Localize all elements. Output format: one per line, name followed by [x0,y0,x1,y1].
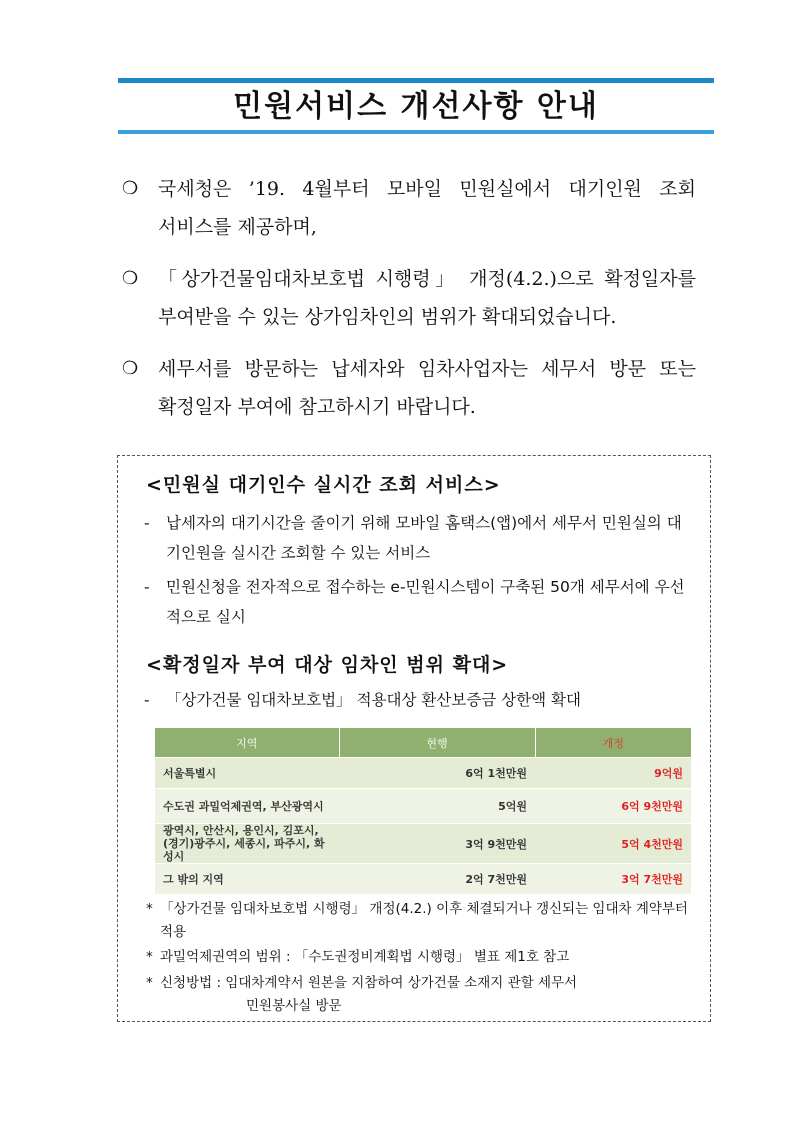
asterisk-marker: * [146,975,153,991]
title-bottom-rule [118,130,714,134]
footnote [146,946,700,969]
cell-current: 3억 9천만원 [339,824,535,864]
cell-revised: 9억원 [535,758,691,789]
table-header-row [155,728,691,758]
list-item-text: 납세자의 대기시간을 줄이기 위해 모바일 홈택스(앱)에서 세무서 민원실의 대기인원을 실시간 조회할 수 있는 서비스 [166,514,682,562]
list-item-text: 민원신청을 전자적으로 접수하는 e-민원시스템이 구축된 50개 세무서에 우선적으로 실시 [166,578,685,626]
info-box [117,455,711,1022]
title-banner [118,78,714,134]
cell-revised: 6억 9천만원 [535,789,691,824]
circle-bullet-icon: ❍ [122,178,139,199]
cell-revised: 3억 7천만원 [535,864,691,895]
page-title: 민원서비스 개선사항 안내 [233,89,599,124]
table-row [155,864,691,895]
section-heading-waiting-service: <민원실 대기인수 실시간 조회 서비스> [146,474,501,496]
table-row [155,789,691,824]
table-row [155,824,691,864]
circle-bullet-icon: ❍ [122,268,139,289]
footnote [146,972,700,1018]
bullet-item [122,170,696,246]
cell-current: 6억 1천만원 [339,758,535,789]
dash-marker: - [144,691,150,709]
cell-region: 그 밖의 지역 [155,864,339,895]
footnote-text: 「상가건물 임대차보호법 시행령」 개정(4.2.) 이후 체결되거나 갱신되는 임대차 계약부터 적용 [160,901,688,940]
cell-region: 수도권 과밀억제권역, 부산광역시 [155,789,339,824]
main-bullets [122,170,696,440]
footnote [146,898,700,944]
cell-current: 2억 7천만원 [339,864,535,895]
cell-region: 광역시, 안산시, 용인시, 김포시, (경기)광주시, 세종시, 파주시, 화성시 [155,824,339,864]
list-item-text: 「상가건물 임대차보호법」 적용대상 환산보증금 상한액 확대 [166,691,581,709]
cell-current: 5억원 [339,789,535,824]
list-item [144,572,694,632]
circle-bullet-icon: ❍ [122,358,139,379]
bullet-text: 세무서를 방문하는 납세자와 임차사업자는 세무서 방문 또는 확정일자 부여에 참고하시기 바랍니다. [158,358,696,418]
list-item [144,685,694,715]
footnote-text: 신청방법 : 임대차계약서 원본을 지참하여 상가건물 소재지 관할 세무서 [160,975,578,991]
footnote-continuation: 민원봉사실 방문 [246,998,342,1014]
dash-marker: - [144,514,150,532]
section-heading-tenant-scope: <확정일자 부여 대상 임차인 범위 확대> [146,654,509,676]
asterisk-marker: * [146,949,153,965]
bullet-text: 국세청은 ’19. 4월부터 모바일 민원실에서 대기인원 조회 서비스를 제공하며, [158,178,696,238]
column-header-region: 지역 [155,728,339,758]
column-header-revised: 개정 [535,728,691,758]
dash-marker: - [144,578,150,596]
bullet-text: 「상가건물임대차보호법 시행령」 개정(4.2.)으로 확정일자를 부여받을 수 있는 상가임차인의 범위가 확대되었습니다. [158,268,696,328]
bullet-item [122,260,696,336]
deposit-limit-table [155,728,691,894]
list-item [144,508,694,568]
asterisk-marker: * [146,901,153,917]
bullet-item [122,350,696,426]
table-row [155,758,691,789]
cell-revised: 5억 4천만원 [535,824,691,864]
column-header-current: 현행 [339,728,535,758]
title-top-rule [118,78,714,83]
footnote-text: 과밀억제권역의 범위 : 「수도권정비계획법 시행령」 별표 제1호 참고 [160,949,570,965]
cell-region: 서울특별시 [155,758,339,789]
